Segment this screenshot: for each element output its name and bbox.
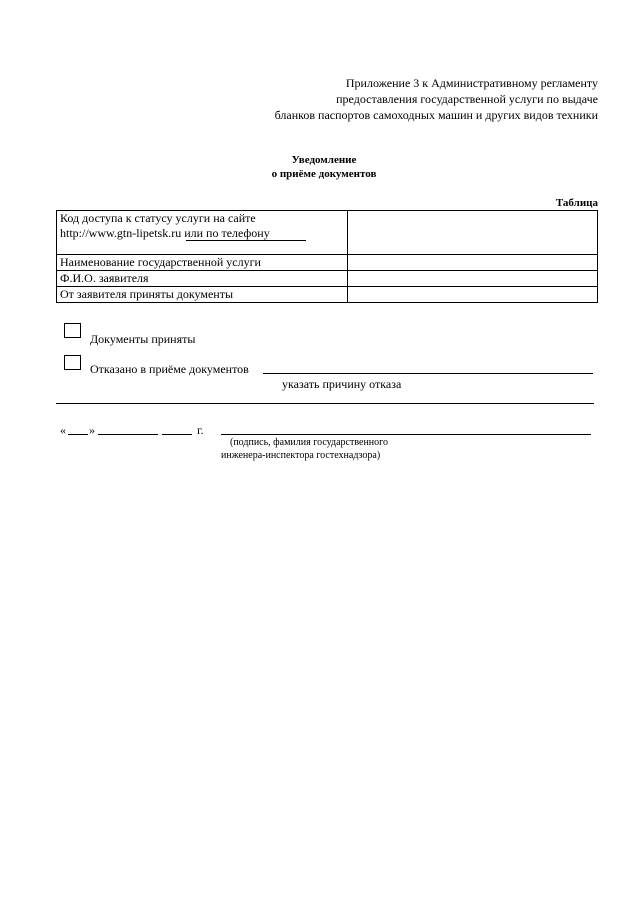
table-label: Таблица <box>555 197 598 209</box>
documents-accepted-checkbox[interactable] <box>64 323 81 338</box>
date-month-line[interactable] <box>98 434 158 435</box>
access-code-label-line-2-wrap <box>60 226 344 241</box>
table-row-access-code <box>57 211 598 255</box>
signature-hint-line-1: (подпись, фамилия государственного <box>230 437 388 448</box>
signature-line[interactable] <box>221 434 591 435</box>
applicant-name-label: Ф.И.О. заявителя <box>57 271 348 287</box>
date-day-line[interactable] <box>68 434 88 435</box>
document-title-line-1: Уведомление <box>291 154 357 166</box>
table-row-documents-received <box>57 287 598 303</box>
rejection-reason-hint: указать причину отказа <box>282 377 402 391</box>
rejection-reason-line-2[interactable] <box>56 403 594 404</box>
access-code-value[interactable] <box>348 211 598 255</box>
access-code-label-line-1: Код доступа к статусу услуги на сайте <box>60 211 256 225</box>
appendix-header <box>275 75 598 123</box>
table-row-applicant-name <box>57 271 598 287</box>
documents-rejected-checkbox[interactable] <box>64 355 81 370</box>
info-table <box>56 210 598 303</box>
table-row-service-name <box>57 255 598 271</box>
service-name-label: Наименование государственной услуги <box>57 255 348 271</box>
service-name-value[interactable] <box>348 255 598 271</box>
access-code-underline <box>186 240 306 241</box>
document-title-line-2: о приёме документов <box>271 168 377 180</box>
appendix-header-line-1: Приложение 3 к Административному регламенту <box>345 76 598 90</box>
documents-received-value[interactable] <box>348 287 598 303</box>
rejection-reason-line[interactable] <box>263 373 593 374</box>
appendix-header-line-2: предоставления государственной услуги по выдаче <box>336 92 598 106</box>
documents-accepted-label: Документы приняты <box>90 332 196 346</box>
applicant-name-value[interactable] <box>348 271 598 287</box>
date-open-quote: « <box>60 423 66 437</box>
access-code-label-line-2: http://www.gtn-lipetsk.ru или по телефону <box>60 226 270 240</box>
documents-received-label: От заявителя приняты документы <box>57 287 348 303</box>
appendix-header-line-3: бланков паспортов самоходных машин и других видов техники <box>274 108 598 122</box>
date-year-line[interactable] <box>162 434 192 435</box>
documents-rejected-label: Отказано в приёме документов <box>90 362 249 376</box>
date-close-quote: » <box>89 423 95 437</box>
signature-hint-line-2: инженера-инспектора гостехнадзора) <box>221 450 381 461</box>
access-code-label <box>57 211 348 255</box>
document-title <box>0 153 640 181</box>
year-suffix: г. <box>197 423 204 437</box>
